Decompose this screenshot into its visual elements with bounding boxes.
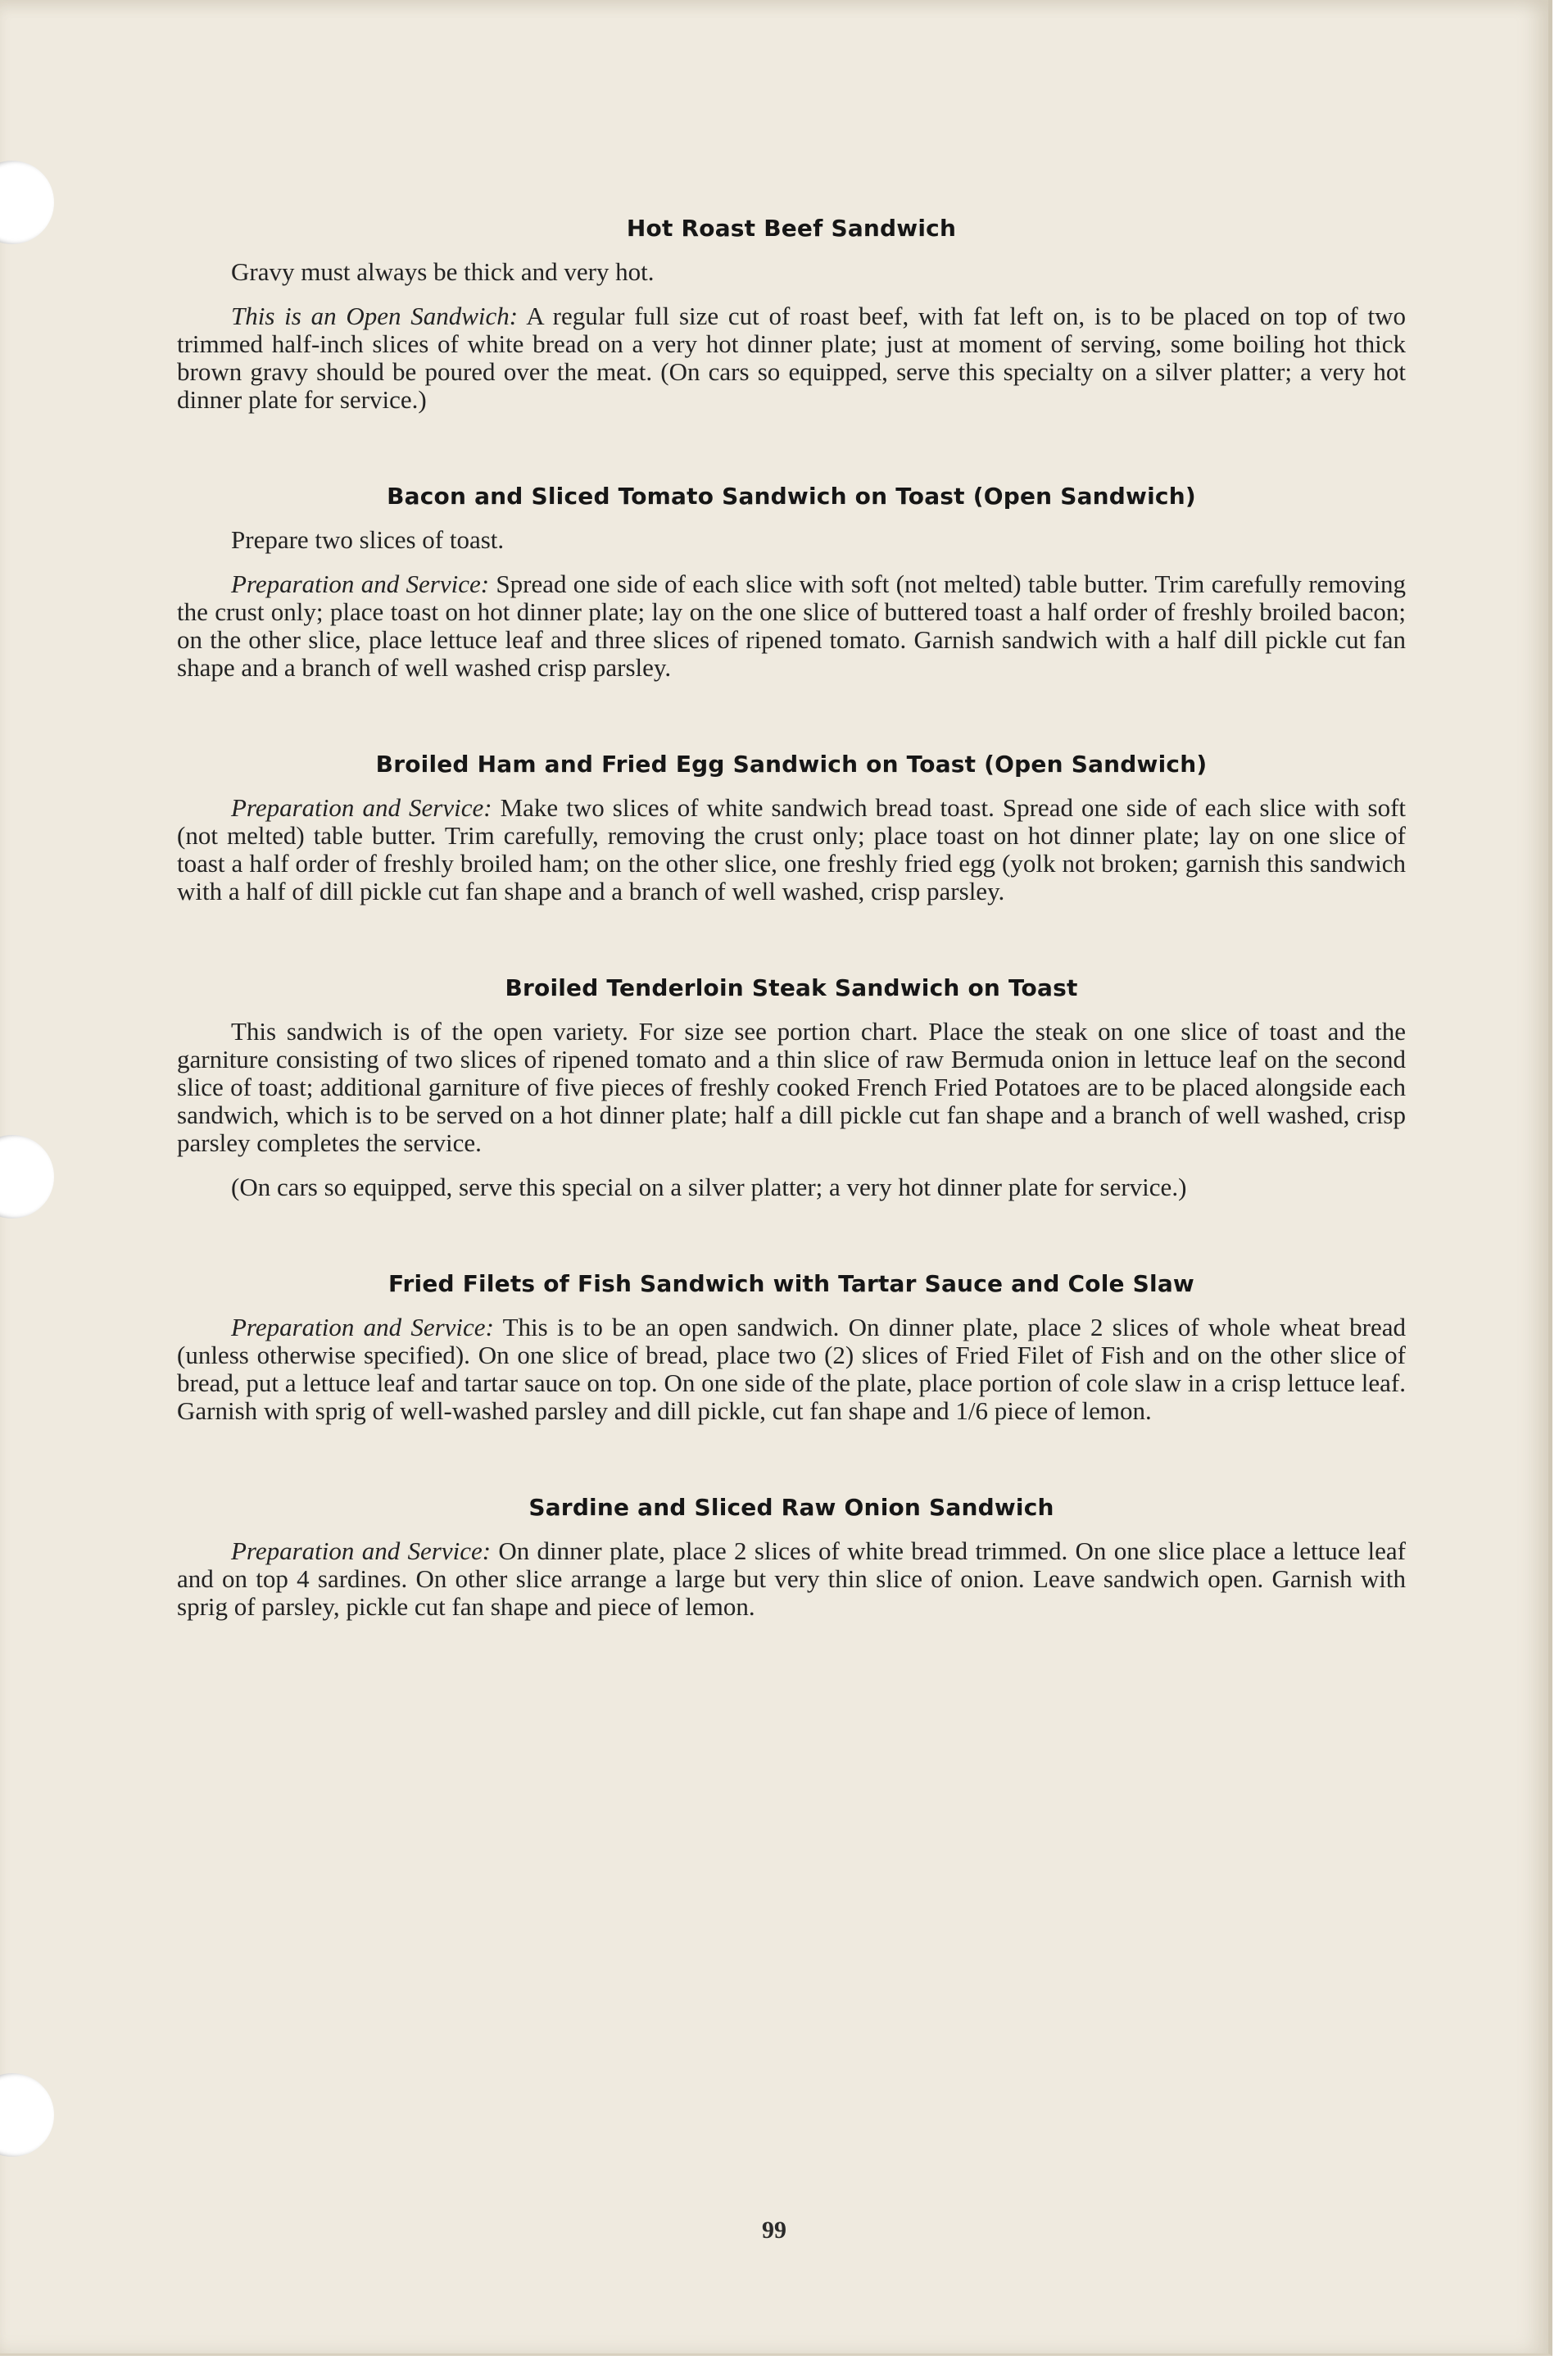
recipe-paragraph [177, 1018, 1406, 1157]
paragraph-lead: Preparation and Service: [231, 1313, 494, 1341]
section-heading: Broiled Tenderloin Steak Sandwich on Toast [505, 974, 1078, 1001]
paragraph-text: This sandwich is of the open variety. For size see portion chart. Place the steak on one slice of toast and the garniture consisting of two slices of ripened tomato and a thin slice of raw Bermuda onion in lettuce leaf on the second slice of toast; additional garniture of five pieces of freshly cooked French Fried Potatoes are to be placed alongside each sandwich, which is to be served on a hot dinner plate; half a dill pickle cut fan shape and a branch of well washed, crisp parsley completes the service. [177, 1017, 1406, 1157]
recipe-bacon-tomato [177, 483, 1406, 682]
recipe-paragraph [177, 1314, 1406, 1425]
recipe-hot-roast-beef [177, 215, 1406, 414]
paragraph-text: A regular full size cut of roast beef, with fat left on, is to be placed on top of two trimmed half-inch slices of white bread on a very hot dinner plate; just at moment of serving, some boiling hot thick brown gravy should be poured over the meat. (On cars so equipped, serve this specialty on a silver platter; a very hot dinner plate for service.) [177, 302, 1406, 414]
section-heading: Fried Filets of Fish Sandwich with Tartar Sauce and Cole Slaw [387, 1270, 1194, 1297]
recipe-paragraph [177, 302, 1406, 414]
recipe-tenderloin-steak [177, 974, 1406, 1201]
recipe-sardine-onion [177, 1494, 1406, 1621]
paragraph-text: Gravy must always be thick and very hot. [231, 257, 655, 286]
recipe-paragraph [177, 526, 1406, 554]
paragraph-text: This is to be an open sandwich. On dinner plate, place 2 slices of whole wheat bread (unless otherwise specified). On one slice of bread, place two (2) slices of Fried Filet of Fish and on the other slice of bread, put a lettuce leaf and tartar sauce on top. On one side of the plate, place portion of cole slaw in a crisp lettuce leaf. Garnish with sprig of well-washed parsley and dill pickle, cut fan shape and 1/6 piece of lemon. [177, 1313, 1406, 1425]
paragraph-text: On dinner plate, place 2 slices of white bread trimmed. On one slice place a lettuce leaf and on top 4 sardines. On other slice arrange a large but very thin slice of onion. Leave sandwich open. Garnish with sprig of parsley, pickle cut fan shape and piece of lemon. [177, 1536, 1407, 1621]
paragraph-text: Prepare two slices of toast. [231, 525, 505, 554]
punch-hole [0, 1135, 54, 1219]
paragraph-text: Spread one side of each slice with soft (not melted) table butter. Trim carefully removing the crust only; place toast on hot dinner plate; lay on the one slice of buttered toast a half order of freshly broiled bacon; on the other slice, place lettuce leaf and three slices of ripened tomato. Garnish sandwich with a half dill pickle cut fan shape and a branch of well washed crisp parsley. [177, 570, 1406, 682]
section-heading: Hot Roast Beef Sandwich [626, 215, 957, 242]
paragraph-text: (On cars so equipped, serve this special on a silver platter; a very hot dinner plate for service.) [231, 1173, 1187, 1201]
section-heading: Sardine and Sliced Raw Onion Sandwich [528, 1494, 1054, 1521]
section-heading: Bacon and Sliced Tomato Sandwich on Toast (Open Sandwich) [387, 483, 1196, 510]
section-heading: Broiled Ham and Fried Egg Sandwich on Toast (Open Sandwich) [375, 751, 1208, 778]
recipe-paragraph [177, 258, 1406, 286]
recipe-paragraph [177, 570, 1406, 682]
paragraph-text: Make two slices of white sandwich bread toast. Spread one side of each slice with soft (not melted) table butter. Trim carefully, removing the crust only; place toast on hot dinner plate; lay on one slice of toast a half order of freshly broiled ham; on the other slice, one freshly fried egg (yolk not broken; garnish this sandwich with a half of dill pickle cut fan shape and a branch of well washed, crisp parsley. [177, 793, 1407, 905]
page-content [177, 215, 1406, 1690]
paragraph-lead: Preparation and Service: [231, 1536, 492, 1565]
recipe-paragraph [177, 1537, 1406, 1621]
page-number: 99 [762, 2217, 786, 2244]
paragraph-lead: Preparation and Service: [231, 570, 490, 598]
recipe-paragraph [177, 794, 1406, 905]
punch-hole [0, 161, 54, 244]
punch-hole [0, 2073, 54, 2157]
paragraph-lead: This is an Open Sandwich: [231, 302, 519, 330]
recipe-fish-filets [177, 1270, 1406, 1425]
recipe-ham-egg [177, 751, 1406, 905]
recipe-paragraph [177, 1173, 1406, 1201]
paragraph-lead: Preparation and Service: [231, 793, 492, 822]
